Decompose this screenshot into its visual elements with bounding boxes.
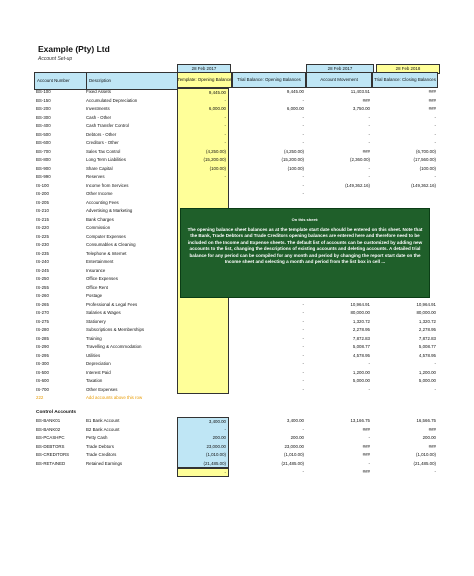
movement-cell: 3,750.00 [352, 106, 370, 111]
opening-balance-cell[interactable]: - [177, 114, 229, 123]
account-number-cell: BS-500 [36, 131, 51, 137]
table-row [34, 318, 438, 327]
description-cell: Professional & Legal Fees [86, 301, 138, 307]
table-row [34, 139, 438, 148]
movement-cell: - [368, 174, 370, 179]
movement-cell: 10,964.91 [350, 301, 370, 307]
trial-opening-cell: - [302, 131, 304, 137]
table-row [34, 165, 438, 174]
trial-closing-cell [376, 190, 438, 199]
table-row [34, 190, 438, 199]
account-number-cell: IS-225 [36, 233, 49, 239]
movement-cell: - [368, 114, 370, 120]
trial-opening-cell [232, 199, 306, 208]
account-number-cell: IS-700 [36, 386, 49, 392]
movement-cell: 5,008.77 [352, 344, 370, 349]
trial-opening-cell: - [302, 301, 304, 307]
description-cell: Other Income [86, 191, 113, 196]
table-row [34, 360, 438, 369]
table-row [34, 199, 438, 208]
opening-balance-cell[interactable] [177, 182, 229, 191]
description-cell: Retained Earnings [86, 460, 123, 466]
page-subtitle: Account Set-up [38, 56, 73, 62]
trial-closing-cell: 80,000.00 [416, 310, 436, 315]
movement-cell: ### [362, 443, 370, 449]
movement-cell: ### [362, 148, 370, 154]
opening-balance-cell[interactable] [177, 360, 229, 369]
description-cell: Trade Creditors [86, 452, 117, 457]
date-opening[interactable]: 28 Feb 2017 [177, 64, 231, 74]
account-number-cell: IS-260 [36, 293, 49, 298]
description-cell: Taxation [86, 378, 103, 383]
account-number-cell: IS-205 [36, 199, 49, 205]
trial-opening-cell: - [302, 327, 304, 332]
description-cell: Cash - Other [86, 114, 112, 120]
account-number-cell: IS-285 [36, 335, 49, 341]
opening-balance-cell[interactable]: (21,485.00) [177, 460, 229, 469]
trial-closing-cell: (21,485.00) [413, 460, 436, 466]
description-cell: Fixed Assets [86, 89, 111, 94]
account-number-cell: BS-CREDITORS [36, 452, 70, 457]
description-cell: Bank Charges [86, 216, 114, 222]
trial-opening-cell: 6,000.00 [286, 106, 304, 111]
description-cell: Advertising & Marketing [86, 208, 133, 213]
description-cell: Long Term Liabilities [86, 157, 126, 162]
trial-opening-cell: - [302, 378, 304, 383]
opening-balance-cell[interactable]: - [177, 131, 229, 140]
total-movement: ### [362, 469, 370, 474]
description-cell: Entertainment [86, 259, 114, 264]
trial-opening-cell: 23,000.00 [284, 443, 304, 449]
account-number-cell: BS-400 [36, 123, 51, 128]
trial-opening-cell: - [302, 344, 304, 349]
description-cell: Depreciation [86, 361, 111, 366]
trial-closing-cell: 16,566.75 [416, 418, 436, 423]
trial-closing-cell: - [434, 174, 436, 179]
trial-opening-cell: (100.00) [287, 165, 304, 171]
account-number-cell: IS-295 [36, 352, 49, 358]
movement-cell: - [368, 131, 370, 137]
account-number-cell: IS-275 [36, 318, 49, 324]
control-table-row [34, 451, 438, 460]
opening-balance-cell[interactable] [177, 326, 229, 335]
trial-closing-cell: 7,872.83 [418, 335, 436, 341]
opening-balance-cell[interactable] [177, 199, 229, 208]
trial-opening-cell: - [302, 123, 304, 128]
trial-closing-cell: 1,200.00 [418, 369, 436, 375]
trial-opening-cell: - [302, 386, 304, 392]
description-cell: Creditors - Other [86, 140, 119, 145]
movement-cell [306, 199, 372, 208]
trial-opening-cell: 9,445.00 [286, 89, 304, 94]
description-cell: Office Rent [86, 284, 108, 290]
header-description: Description [86, 72, 181, 90]
description-cell: Subscriptions & Memberships [86, 327, 145, 332]
trial-closing-cell: ### [428, 426, 436, 432]
opening-balance-cell[interactable] [177, 352, 229, 361]
trial-closing-cell: ### [428, 443, 436, 449]
opening-balance-cell[interactable]: 23,000.00 [177, 443, 229, 452]
table-row [34, 377, 438, 386]
account-number-cell: IS-265 [36, 301, 49, 307]
account-number-cell: IS-220 [36, 225, 49, 230]
trial-opening-cell: (15,200.00) [281, 157, 304, 162]
description-cell: Sales Tax Control [86, 148, 121, 154]
account-number-cell: BS-200 [36, 106, 51, 111]
header-trial-closing: Trial Balance: Closing Balances [372, 72, 438, 88]
description-cell: B1 Bank Account [86, 418, 120, 423]
description-cell: Cash Transfer Control [86, 123, 129, 128]
control-table-row [34, 434, 438, 443]
table-row [34, 148, 438, 157]
table-row [34, 156, 438, 165]
table-row [34, 131, 438, 140]
opening-balance-cell[interactable] [177, 301, 229, 310]
account-number-cell: BS-DEBTORS [36, 443, 65, 449]
opening-balance-cell[interactable]: 6,000.00 [177, 105, 229, 114]
table-row [34, 343, 438, 352]
account-number-cell: BS-900 [36, 165, 51, 171]
opening-balance-cell[interactable] [177, 335, 229, 344]
trial-closing-cell: 200.00 [422, 435, 436, 440]
description-cell: Reserves [86, 174, 105, 179]
header-account-number: Account Number [34, 72, 90, 90]
description-cell: Trade Debtors [86, 443, 114, 449]
header-opening: Template: Opening Balance [177, 72, 232, 88]
trial-opening-cell: - [302, 140, 304, 145]
table-row [34, 352, 438, 361]
trial-closing-cell: 2,278.95 [418, 327, 436, 332]
trial-opening-cell: - [302, 114, 304, 120]
movement-cell: 13,166.75 [350, 418, 370, 423]
trial-opening-cell: - [302, 318, 304, 324]
movement-cell: - [368, 361, 370, 366]
trial-opening-cell: - [302, 182, 304, 188]
account-number-cell: IS-200 [36, 191, 49, 196]
control-rows [34, 417, 438, 468]
account-number-cell: IS-280 [36, 327, 49, 332]
opening-balance-cell[interactable] [177, 318, 229, 327]
trial-closing-cell: - [434, 114, 436, 120]
header-row [34, 72, 438, 88]
table-row [34, 309, 438, 318]
control-table-row [34, 426, 438, 435]
account-number-cell: BS-BANK01 [36, 418, 61, 423]
movement-cell: ### [362, 97, 370, 103]
opening-balance-cell[interactable]: - [177, 122, 229, 131]
movement-cell: 4,578.95 [352, 352, 370, 358]
movement-cell: 7,872.83 [352, 335, 370, 341]
movement-cell: ### [362, 452, 370, 457]
description-cell: Accumulated Depreciation [86, 97, 138, 103]
table-row [34, 326, 438, 335]
trial-opening-cell: (21,485.00) [281, 460, 304, 466]
movement-cell: (2,360.00) [349, 157, 370, 162]
trial-opening-cell: - [302, 352, 304, 358]
total-trial-opening: - [302, 469, 304, 474]
movement-cell: (149,362.16) [345, 182, 370, 188]
movement-cell: - [368, 140, 370, 145]
movement-cell: 1,320.72 [352, 318, 370, 324]
trial-opening-cell: 200.00 [290, 435, 304, 440]
account-number-cell: IS-600 [36, 378, 49, 383]
trial-closing-cell: - [434, 140, 436, 145]
total-trial-closing: - [434, 469, 436, 474]
description-cell: Other Expenses [86, 386, 118, 392]
trial-closing-cell: ### [428, 97, 436, 103]
opening-balance-cell[interactable]: (4,250.00) [177, 148, 229, 157]
trial-closing-cell [376, 199, 438, 208]
account-number-cell: IS-250 [36, 276, 49, 281]
control-table-row [34, 443, 438, 452]
opening-balance-cell[interactable]: 9,445.00 [177, 88, 229, 97]
account-number-cell: IS-500 [36, 369, 49, 375]
trial-closing-cell: - [434, 386, 436, 392]
opening-balance-cell[interactable] [177, 377, 229, 386]
movement-cell: ### [362, 426, 370, 432]
trial-closing-cell: - [434, 361, 436, 366]
table-row [34, 88, 438, 97]
movement-cell: - [368, 386, 370, 392]
description-cell: Petty Cash [86, 435, 108, 440]
add-row-note: Add accounts above this row [86, 395, 143, 400]
opening-balance-cell[interactable] [177, 343, 229, 352]
description-cell: B2 Bank Account [86, 426, 120, 432]
movement-cell: 1,200.00 [352, 369, 370, 375]
trial-closing-cell: 5,008.77 [418, 344, 436, 349]
trial-opening-cell: (1,010.00) [283, 452, 304, 457]
account-number-cell: IS-235 [36, 250, 49, 256]
movement-cell: 80,000.00 [350, 310, 370, 315]
total-opening: - [177, 468, 229, 477]
movement-cell: 5,000.00 [352, 378, 370, 383]
opening-balance-cell[interactable] [177, 309, 229, 318]
header-movement: Account Movement [306, 72, 372, 88]
opening-balance-cell[interactable]: - [177, 426, 229, 435]
opening-balance-cell[interactable]: - [177, 97, 229, 106]
account-number-cell: BS-300 [36, 114, 51, 120]
description-cell: Insurance [86, 267, 106, 273]
description-cell: Training [86, 335, 102, 341]
trial-opening-cell: - [302, 361, 304, 366]
opening-balance-cell[interactable] [177, 190, 229, 199]
control-table-row [34, 460, 438, 469]
date-trial-closing[interactable]: 28 Feb 2018 [376, 64, 440, 74]
trial-closing-cell: ### [428, 106, 436, 111]
header-trial-opening: Trial Balance: Opening Balances [232, 72, 306, 88]
account-number-cell: IS-255 [36, 284, 49, 290]
opening-balance-cell[interactable]: (1,010.00) [177, 451, 229, 460]
account-number-cell: BS-100 [36, 89, 51, 94]
note-body: The opening balance sheet balances as at the template start date should be entered on this sheet. Note that the Bank, Trade Debtors and Trade Creditors opening balances are entered here and therefore need to be included on the Income and Expense sheets. The default list of accounts can be customized by adding new accounts to the list, changing the descriptions of existing accounts and deleting accounts. A detailed trial balance for any period can be compiled for any month and period by changing the report start date on the Income sheet and selecting a month and period from the list box in cell ... [187, 226, 423, 264]
account-number-cell: IS-100 [36, 182, 49, 188]
trial-opening-cell: - [302, 369, 304, 375]
table-row [34, 97, 438, 106]
table-row [34, 182, 438, 191]
description-cell: Stationery [86, 318, 106, 324]
opening-balance-cell[interactable]: - [177, 139, 229, 148]
trial-closing-cell: ### [428, 89, 436, 94]
description-cell: Telephone & Internet [86, 250, 127, 256]
trial-opening-cell: - [302, 335, 304, 341]
description-cell: Salaries & Wages [86, 310, 121, 315]
control-accounts-title: Control Accounts [36, 409, 77, 415]
table-row [34, 122, 438, 131]
opening-balance-cell[interactable]: 200.00 [177, 434, 229, 443]
description-cell: Commission [86, 225, 111, 230]
trial-closing-cell: 10,964.91 [416, 301, 436, 307]
description-cell: Office Expenses [86, 276, 118, 281]
page-title: Example (Pty) Ltd [38, 44, 110, 54]
note-title: On this sheet: [291, 217, 319, 222]
totals-row [34, 468, 438, 477]
description-cell: Utilities [86, 352, 101, 358]
description-cell: Accounting Fees [86, 199, 119, 205]
table-row [34, 114, 438, 123]
account-number-cell: BS-150 [36, 97, 51, 103]
description-cell: Share Capital [86, 165, 113, 171]
control-accounts-title-row [34, 409, 438, 418]
account-number-cell: IS-215 [36, 216, 49, 222]
trial-opening-cell: - [302, 310, 304, 315]
opening-balance-cell[interactable]: - [177, 173, 229, 182]
table-row [34, 301, 438, 310]
table-row [34, 386, 438, 395]
trial-closing-cell: - [434, 123, 436, 128]
account-number-cell: BS-800 [36, 157, 51, 162]
movement-cell: 11,403.51 [350, 89, 370, 94]
description-cell: Travelling & Accommodation [86, 344, 142, 349]
trial-opening-cell: - [302, 97, 304, 103]
account-number-cell: IS-245 [36, 267, 49, 273]
account-number-cell: IS-210 [36, 208, 49, 213]
account-number-cell: IS-290 [36, 344, 49, 349]
movement-cell [306, 190, 372, 199]
account-number-cell: BS-BANK02 [36, 426, 61, 432]
trial-closing-cell: (149,362.16) [411, 182, 436, 188]
trial-closing-cell: 1,320.72 [418, 318, 436, 324]
date-trial-opening[interactable]: 28 Feb 2017 [306, 64, 374, 74]
account-number-cell: BS-700 [36, 148, 51, 154]
account-number-cell: BS-PCASHPC [36, 435, 65, 440]
opening-balance-cell[interactable]: (15,200.00) [177, 156, 229, 165]
table-row [34, 335, 438, 344]
instruction-note [180, 208, 430, 298]
opening-balance-cell[interactable]: 3,400.00 [177, 417, 229, 426]
account-number-cell: BS-600 [36, 140, 51, 145]
trial-opening-cell: - [302, 174, 304, 179]
trial-closing-cell: 4,578.95 [418, 352, 436, 358]
trial-opening-cell: - [302, 426, 304, 432]
description-cell: Income from Services [86, 182, 129, 188]
table-row [34, 105, 438, 114]
description-cell: Investments [86, 106, 110, 111]
description-cell: Debtors - Other [86, 131, 117, 137]
movement-cell: - [368, 123, 370, 128]
movement-cell: - [368, 435, 370, 440]
trial-closing-cell: (17,560.00) [413, 157, 436, 162]
trial-closing-cell: 5,000.00 [418, 378, 436, 383]
trial-closing-cell: (6,700.00) [415, 148, 436, 154]
spreadsheet-page [30, 30, 442, 565]
account-number-cell: IS-240 [36, 259, 49, 264]
trial-closing-cell: (1,010.00) [415, 452, 436, 457]
opening-balance-cell[interactable] [177, 386, 229, 395]
movement-cell: - [368, 165, 370, 171]
date-row [34, 64, 438, 72]
account-number-cell: IS-230 [36, 242, 49, 247]
account-number-cell: BS-990 [36, 174, 51, 179]
account-number-cell: IS-300 [36, 361, 49, 366]
trial-opening-cell: 3,400.00 [286, 418, 304, 423]
opening-balance-cell[interactable] [177, 369, 229, 378]
add-accounts-row [34, 394, 438, 403]
description-cell: Interest Paid [86, 369, 111, 375]
add-row-number: 222 [36, 395, 44, 400]
description-cell: Postage [86, 293, 103, 298]
table-row [34, 173, 438, 182]
movement-cell: - [368, 460, 370, 466]
movement-cell: 2,278.95 [352, 327, 370, 332]
description-cell: Consumables & Cleaning [86, 242, 136, 247]
trial-opening-cell: - [302, 191, 304, 196]
opening-balance-cell[interactable]: (100.00) [177, 165, 229, 174]
account-number-cell: IS-270 [36, 310, 49, 315]
trial-closing-cell: - [434, 131, 436, 137]
control-table-row [34, 417, 438, 426]
account-number-cell: BS-RETAINED [36, 460, 66, 466]
trial-opening-cell: (4,250.00) [283, 148, 304, 154]
description-cell: Computer Expenses [86, 233, 126, 239]
trial-closing-cell: (100.00) [419, 165, 436, 171]
table-row [34, 369, 438, 378]
